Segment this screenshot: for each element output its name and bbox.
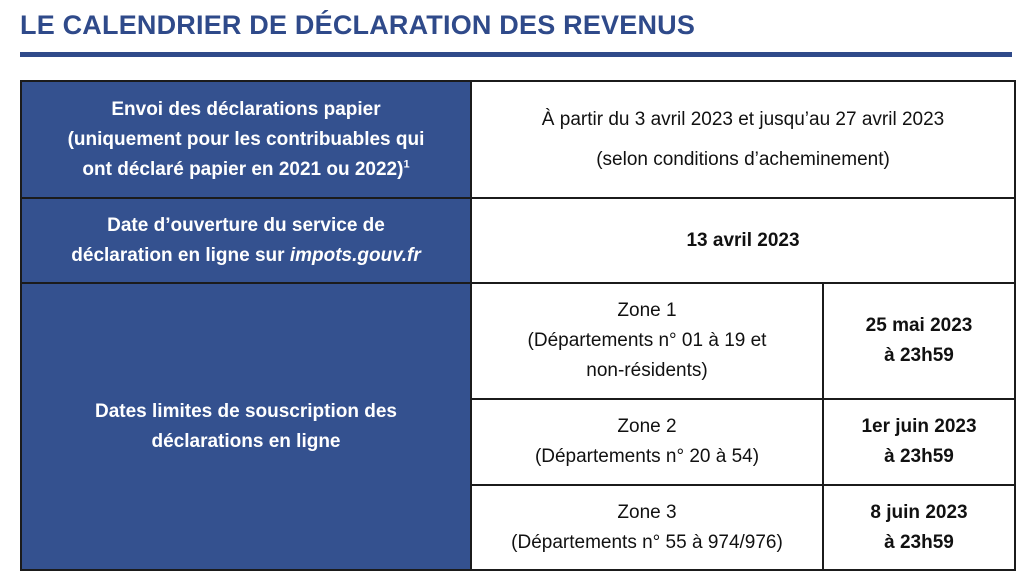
- zone-2-cell: [471, 399, 823, 485]
- deadline-date: 8 juin 2023: [870, 501, 968, 523]
- paper-declarations-label: [21, 81, 471, 198]
- zone-desc: non-résidents): [586, 360, 708, 381]
- label-line: Date d’ouverture du service de: [107, 214, 385, 236]
- label-line: ont déclaré papier en 2021 ou 2022)$^1$: [82, 158, 410, 180]
- online-opening-date: 13 avril 2023: [471, 198, 1015, 283]
- deadline-time: à 23h59: [884, 345, 954, 366]
- label-line: (uniquement pour les contribuables qui: [67, 128, 425, 150]
- row-paper-declarations: [21, 81, 1015, 198]
- calendar-table: [20, 80, 1016, 571]
- deadlines-label: [21, 283, 471, 570]
- label-line: déclaration en ligne sur impots.gouv.fr: [71, 244, 421, 266]
- row-zone-1: [21, 283, 1015, 399]
- zone-desc: (Départements n° 20 à 54): [534, 446, 760, 467]
- deadline-time: à 23h59: [884, 446, 954, 467]
- footnote-marker: 1: [403, 158, 410, 171]
- label-line: Dates limites de souscription des: [95, 400, 397, 422]
- zone-1-deadline: [823, 283, 1015, 399]
- label-line: Envoi des déclarations papier: [111, 98, 381, 120]
- zone-name: Zone 1: [617, 300, 677, 321]
- row-online-opening: [21, 198, 1015, 283]
- zone-name: Zone 3: [617, 501, 677, 523]
- online-opening-label: [21, 198, 471, 283]
- zone-2-deadline: [823, 399, 1015, 485]
- site-name: impots.gouv.fr: [289, 244, 421, 266]
- zone-3-cell: [471, 485, 823, 570]
- zone-name: Zone 2: [617, 416, 677, 437]
- page-title: LE CALENDRIER DE DÉCLARATION DES REVENUS: [20, 10, 696, 40]
- deadline-time: à 23h59: [884, 531, 954, 553]
- zone-1-cell: [471, 283, 823, 399]
- deadline-date: 1er juin 2023: [861, 416, 977, 437]
- title-underline: [20, 52, 1012, 57]
- zone-desc: (Départements n° 01 à 19 et: [527, 330, 767, 351]
- label-line: déclarations en ligne: [151, 430, 341, 452]
- zone-3-deadline: [823, 485, 1015, 570]
- value-line: (selon conditions d’acheminement): [596, 148, 890, 170]
- value-line: À partir du 3 avril 2023 et jusqu’au 27 avril 2023: [541, 108, 945, 130]
- deadline-date: 25 mai 2023: [865, 315, 973, 336]
- paper-declarations-value: [471, 81, 1015, 198]
- zone-desc: (Départements n° 55 à 974/976): [511, 531, 783, 553]
